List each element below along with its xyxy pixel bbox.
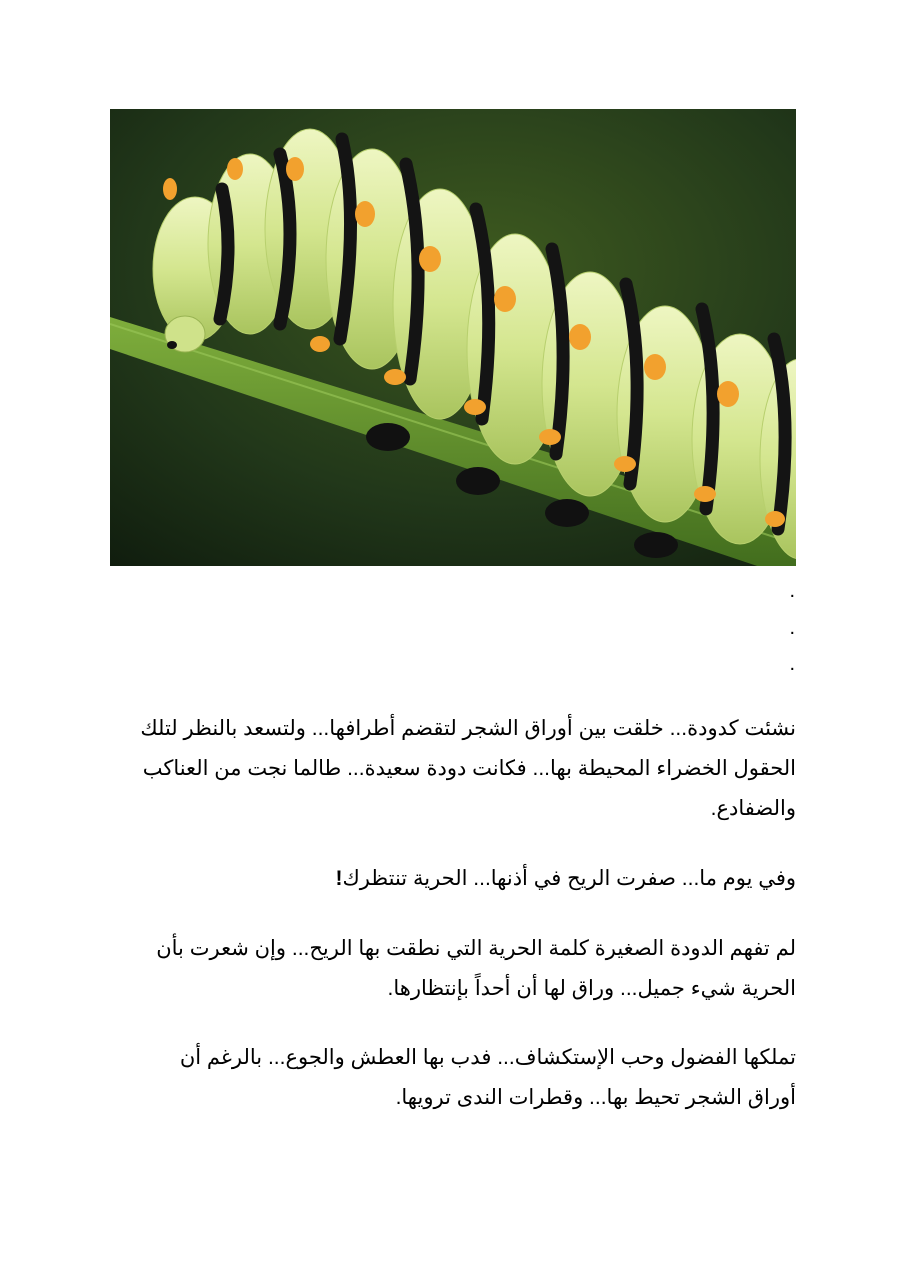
- paragraph-line: والضفادع.: [710, 797, 796, 820]
- paragraph-line: لم تفهم الدودة الصغيرة كلمة الحرية التي نطقت بها الريح... وإن شعرت بأن: [156, 937, 796, 960]
- paragraph-3: [110, 929, 796, 1009]
- separator-dot: .: [789, 580, 795, 602]
- paragraph-line: الحرية شيء جميل... وراق لها أن أحداً بإنتظارها.: [387, 977, 796, 1000]
- paragraph-2: [110, 859, 796, 899]
- caterpillar-photo: [110, 109, 796, 566]
- separator-dot: .: [789, 653, 795, 675]
- paragraph-4: [110, 1038, 796, 1118]
- paragraph-text: وفي يوم ما... صفرت الريح في أذنها... الحرية تنتظرك: [342, 867, 796, 890]
- paragraph-1: [110, 709, 796, 829]
- exclamation-mark: !: [335, 867, 343, 890]
- paragraph-line: أوراق الشجر تحيط بها... وقطرات الندى ترويها.: [395, 1086, 796, 1109]
- paragraph-line: نشئت كدودة... خلقت بين أوراق الشجر لتقضم أطرافها... ولتسعد بالنظر لتلك: [140, 717, 796, 740]
- separator-dot: .: [789, 617, 795, 639]
- paragraph-line: تملكها الفضول وحب الإستكشاف... فدب بها العطش والجوع... بالرغم أن: [179, 1046, 796, 1069]
- paragraph-line: الحقول الخضراء المحيطة بها... فكانت دودة سعيدة... طالما نجت من العناكب: [142, 757, 796, 780]
